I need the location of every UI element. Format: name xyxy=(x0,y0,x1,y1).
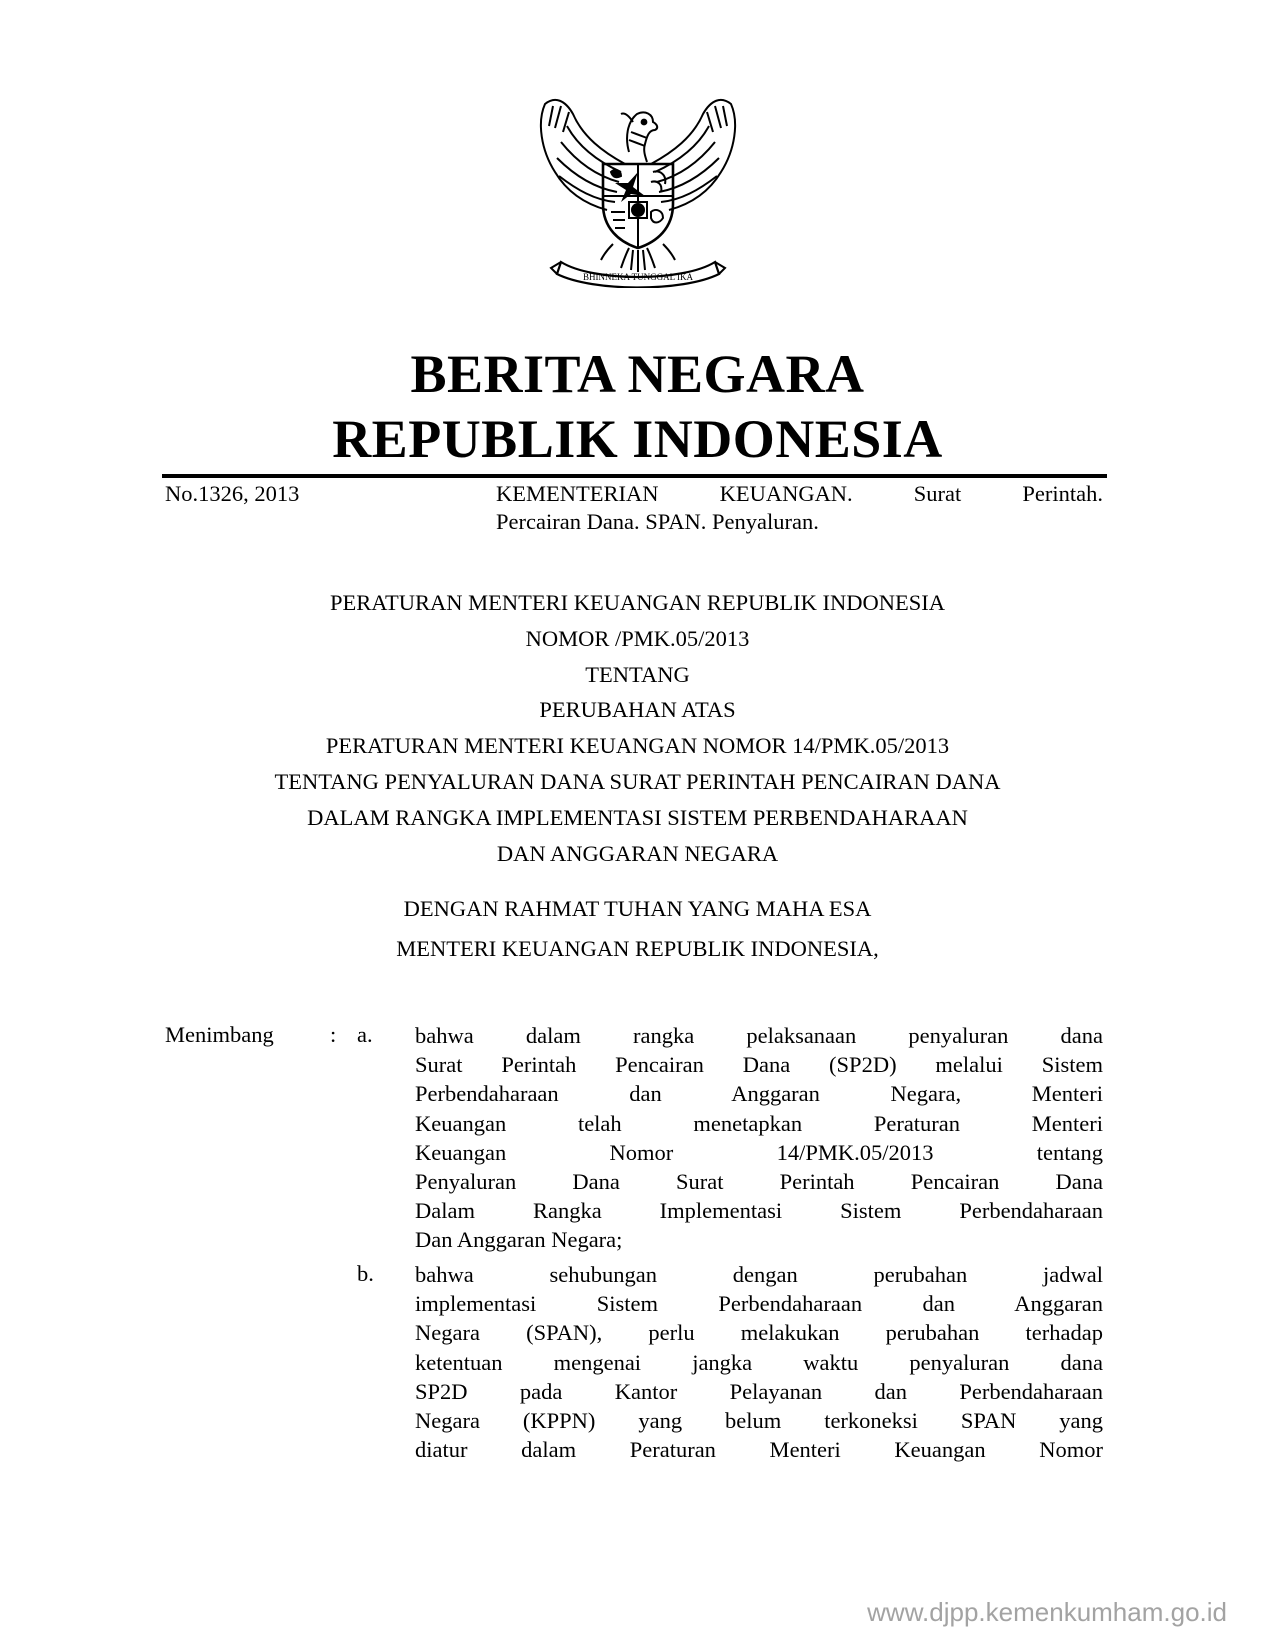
paragraph-line: Negara (SPAN), perlu melakukan perubahan terhadap xyxy=(415,1320,1103,1346)
opening-formula xyxy=(0,889,1275,969)
heading-line: TENTANG PENYALURAN DANA SURAT PERINTAH PENCAIRAN DANA xyxy=(274,768,1001,794)
heading-line: PERUBAHAN ATAS xyxy=(539,697,736,723)
paragraph-line: implementasi Sistem Perbendaharaan dan Anggaran xyxy=(415,1291,1103,1317)
paragraph-line: Dalam Rangka Implementasi Sistem Perbendaharaan xyxy=(415,1198,1103,1224)
paragraph-line: bahwa dalam rangka pelaksanaan penyaluran dana xyxy=(415,1023,1103,1048)
paragraph-line: SP2D pada Kantor Pelayanan dan Perbendaharaan xyxy=(415,1378,1103,1404)
document-subject xyxy=(496,480,1103,536)
paragraph-line: ketentuan mengenai jangka waktu penyaluran dana xyxy=(415,1349,1103,1375)
considerations-colon: : xyxy=(330,1022,337,1047)
paragraph-line: Surat Perintah Pencairan Dana (SP2D) melalui Sistem xyxy=(415,1052,1103,1078)
paragraph-line: Keuangan Nomor 14/PMK.05/2013 tentang xyxy=(415,1139,1103,1165)
paragraph-line: diatur dalam Peraturan Menteri Keuangan Nomor xyxy=(415,1437,1103,1463)
regulation-heading xyxy=(0,585,1275,871)
document-number: No.1326, 2013 xyxy=(165,481,300,506)
paragraph-line: Penyaluran Dana Surat Perintah Pencairan Dana xyxy=(415,1169,1103,1195)
subject-line: Percairan Dana. SPAN. Penyaluran. xyxy=(496,509,819,534)
heading-line: DALAM RANGKA IMPLEMENTASI SISTEM PERBENDAHARAAN xyxy=(307,804,968,830)
masthead-title-line1: BERITA NEGARA xyxy=(410,344,865,404)
item-marker-a: a. xyxy=(357,1022,373,1047)
source-watermark: www.djpp.kemenkumham.go.id xyxy=(867,1597,1227,1627)
heading-line: PERATURAN MENTERI KEUANGAN REPUBLIK INDONESIA xyxy=(330,590,945,615)
item-marker-b: b. xyxy=(357,1261,374,1286)
heading-line: PERATURAN MENTERI KEUANGAN NOMOR 14/PMK.05/2013 xyxy=(325,733,950,759)
masthead-title-line2: REPUBLIK INDONESIA xyxy=(332,409,943,469)
subject-line: KEMENTERIAN KEUANGAN. Surat Perintah. xyxy=(496,481,1103,506)
masthead-divider xyxy=(162,474,1107,478)
heading-line: NOMOR /PMK.05/2013 xyxy=(525,625,750,651)
emblem-motto: BHINNEKA TUNGGAL IKA xyxy=(583,272,693,282)
paragraph-line: Negara (KPPN) yang belum terkoneksi SPAN yang xyxy=(415,1408,1103,1434)
paragraph-line: Keuangan telah menetapkan Peraturan Menteri xyxy=(415,1110,1103,1136)
heading-line: DAN ANGGARAN NEGARA xyxy=(496,840,779,866)
opening-line: MENTERI KEUANGAN REPUBLIK INDONESIA, xyxy=(396,936,879,961)
consideration-paragraph-b xyxy=(415,1260,1103,1464)
paragraph-line: Dan Anggaran Negara; xyxy=(415,1227,623,1253)
paragraph-line: Perbendaharaan dan Anggaran Negara, Menteri xyxy=(415,1081,1103,1107)
paragraph-line: bahwa sehubungan dengan perubahan jadwal xyxy=(415,1262,1103,1287)
garuda-pancasila-emblem-icon xyxy=(533,92,743,288)
opening-line: DENGAN RAHMAT TUHAN YANG MAHA ESA xyxy=(403,896,872,921)
heading-line: TENTANG xyxy=(585,661,690,687)
consideration-paragraph-a xyxy=(415,1021,1103,1255)
considerations-label: Menimbang xyxy=(165,1022,274,1047)
